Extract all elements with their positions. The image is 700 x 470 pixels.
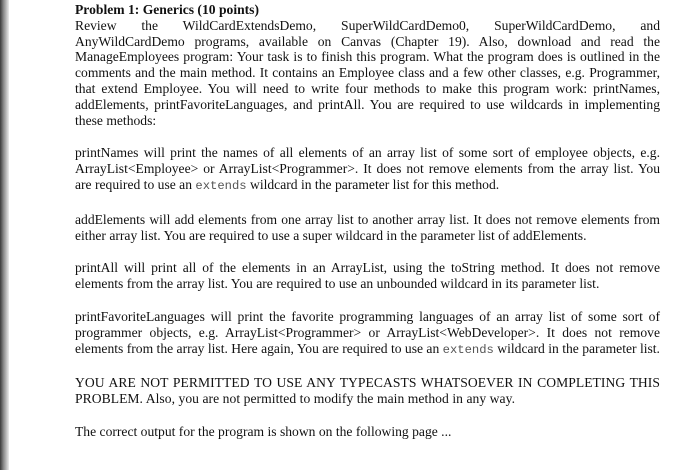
- footer-note: The correct output for the program is shown on the following page ...: [75, 423, 452, 439]
- addelements-paragraph: addElements will add elements from one array list to another array list. It does not remove elements from either array list. You are required to use a super wildcard in the parameter list of addElements.: [75, 211, 660, 243]
- printall-paragraph: printAll will print all of the elements in an ArrayList, using the toString method. It does not remove elements from the array list. You are required to use an unbounded wildcard in its parameter list.: [75, 260, 660, 292]
- printnames-text-after: wildcard in the parameter list for this method.: [246, 176, 500, 192]
- document-body: [75, 2, 660, 457]
- printfavoritelanguages-text-after: wildcard in the parameter list.: [493, 340, 660, 356]
- problem-title: Problem 1: Generics (10 points): [75, 2, 259, 17]
- page-edge-shadow: [0, 0, 9, 470]
- printnames-paragraph: [75, 145, 660, 194]
- intro-paragraph: Review the WildCardExtendsDemo, SuperWildCardDemo0, SuperWildCardDemo, and AnyWildCardDemo programs, available on Canvas (Chapter 19). Also, download and read the ManageEmployees program: Your task is to finish this program. What the program does is outlined in the comments and the main method. It contains an Employee class and a few other classes, e.g. Programmer, that extend Employee. You will need to write four methods to make this program work: printNames, addElements, printFavoriteLanguages, and printAll. You are required to use wildcards in implementing these methods:: [75, 17, 660, 128]
- printnames-text-before: printNames will print the names of all elements of an array list of some sort of employee objects, e.g. ArrayList<Employee> or ArrayList<Programmer>. It does not remove elements from the array list. You are required to use an: [75, 145, 660, 192]
- printfavoritelanguages-paragraph: [75, 309, 660, 358]
- printfavoritelanguages-text-before: printFavoriteLanguages will print the favorite programming languages of an array list of some sort of programmer objects, e.g. ArrayList<Programmer> or ArrayList<WebDeveloper>. It does not remove elements from the array list. Here again, You are required to use an: [75, 308, 660, 356]
- printnames-extends-keyword: extends: [195, 178, 247, 193]
- printfavoritelanguages-extends-keyword: extends: [442, 342, 494, 357]
- restrictions-paragraph: YOU ARE NOT PERMITTED TO USE ANY TYPECASTS WHATSOEVER IN COMPLETING THIS PROBLEM. Also, you are not permitted to modify the main method in any way.: [75, 375, 660, 407]
